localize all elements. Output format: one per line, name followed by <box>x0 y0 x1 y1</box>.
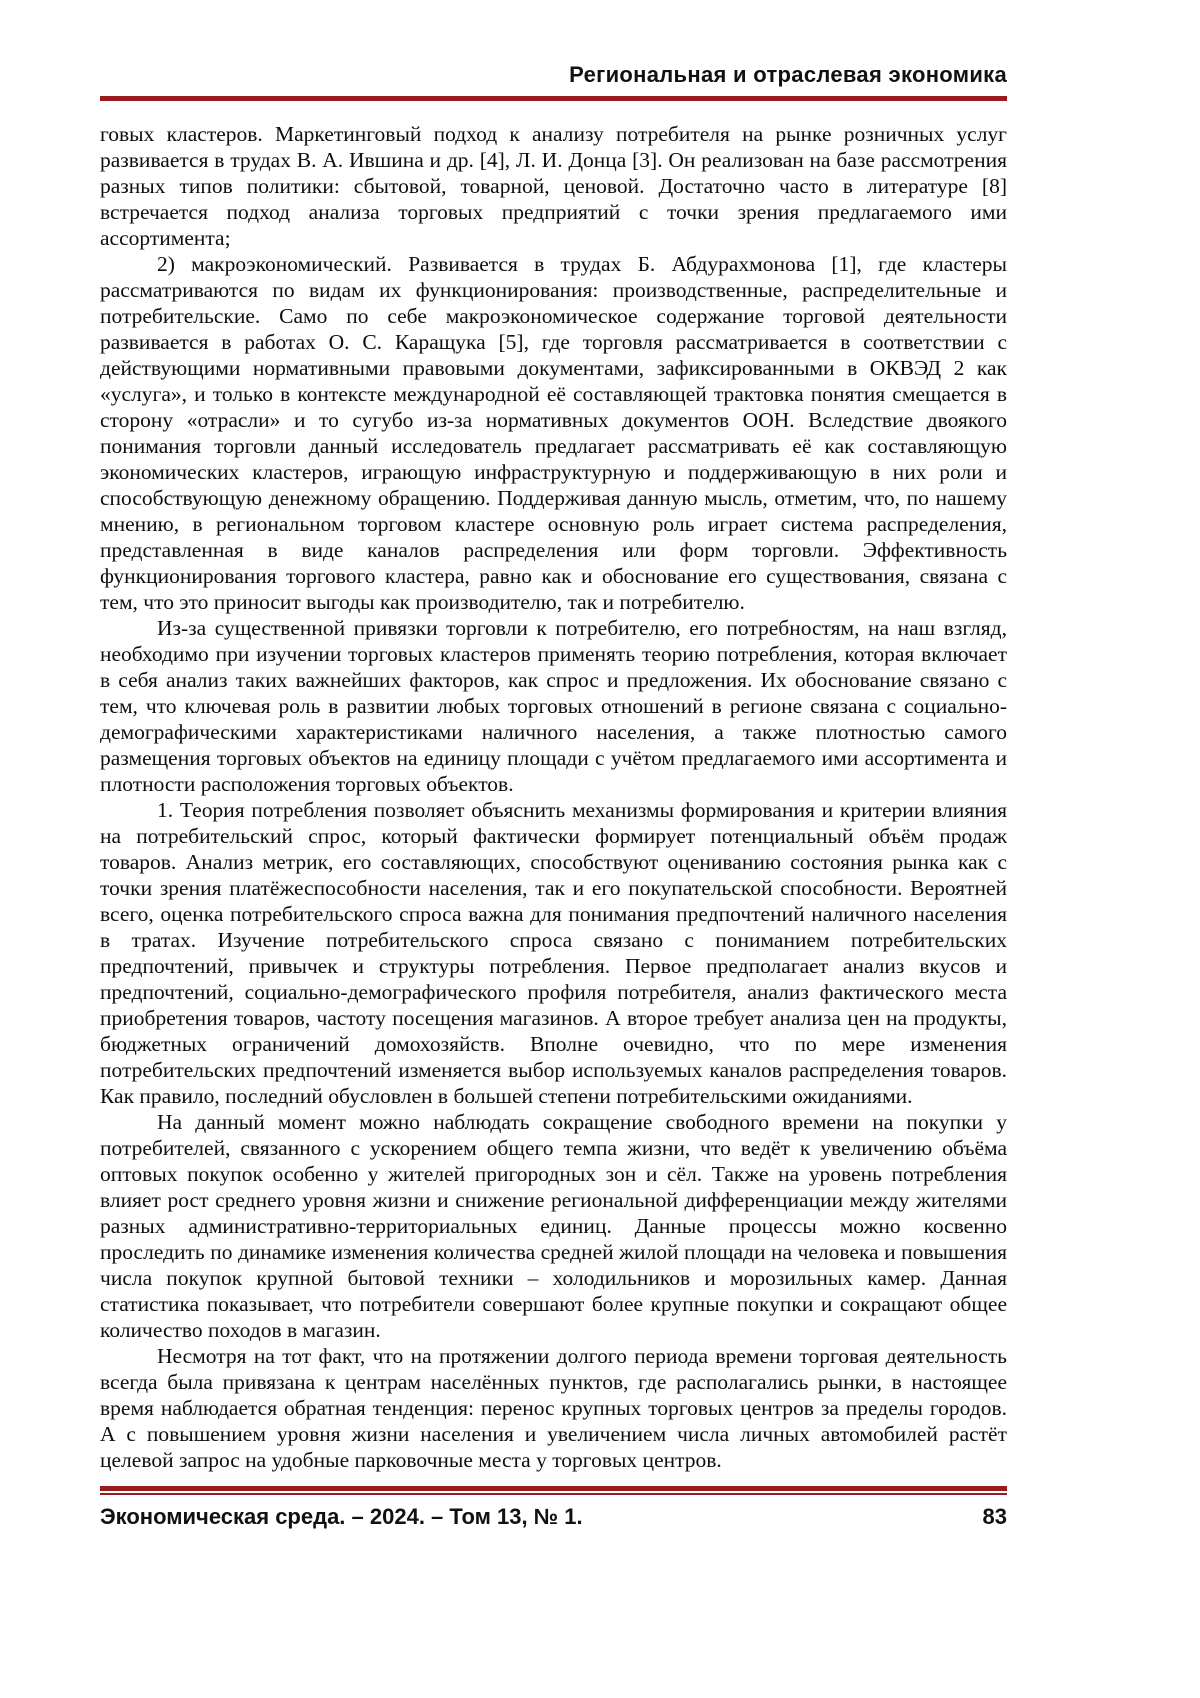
journal-citation: Экономическая среда. – 2024. – Том 13, № 1. <box>100 1503 583 1529</box>
paragraph: Несмотря на тот факт, что на протяжении долгого периода времени торговая деятельность всегда была привязана к центрам населённых пунктов, где располагались рынки, в настоящее время наблюдается обратная тенденция: перенос крупных торговых центров за пределы городов. А с повышением уровня жизни населения и увеличением числа личных автомобилей растёт целевой запрос на удобные парковочные места у торговых центров. <box>100 1344 1007 1472</box>
paragraph: На данный момент можно наблюдать сокращение свободного времени на покупки у потребителей, связанного с ускорением общего темпа жизни, что ведёт к увеличению объёма оптовых покупок особенно у жителей пригородных зон и сёл. Также на уровень потребления влияет рост среднего уровня жизни и снижение региональной дифференциации между жителями разных административно-территориальных единиц. Данные процессы можно косвенно проследить по динамике изменения количества средней жилой площади на человека и повышения числа покупок крупной бытовой техники – холодильников и морозильных камер. Данная статистика показывает, что потребители совершают более крупные покупки и сокращают общее количество походов в магазин. <box>100 1110 1007 1342</box>
body-text <box>100 121 1007 1473</box>
paragraph: 1. Теория потребления позволяет объяснить механизмы формирования и критерии влияния на потребительский спрос, который фактически формирует потенциальный объём продаж товаров. Анализ метрик, его составляющих, способствуют оцениванию состояния рынка как с точки зрения платёжеспособности населения, так и его покупательской способности. Вероятней всего, оценка потребительского спроса важна для понимания предпочтений наличного населения в тратах. Изучение потребительского спроса связано с пониманием потребительских предпочтений, привычек и структуры потребления. Первое предполагает анализ вкусов и предпочтений, социально-демографического профиля потребителя, анализ фактического места приобретения товаров, частоту посещения магазинов. А второе требует анализа цен на продукты, бюджетных ограничений домохозяйств. Вполне очевидно, что по мере изменения потребительских предпочтений изменяется выбор используемых каналов распределения товаров. Как правило, последний обусловлен в большей степени потребительскими ожиданиями. <box>100 798 1007 1108</box>
page-footer <box>100 1486 1007 1530</box>
footer-rule-thick <box>100 1486 1007 1491</box>
paragraph: говых кластеров. Маркетинговый подход к анализу потребителя на рынке розничных услуг развивается в трудах В. А. Ившина и др. [4], Л. И. Донца [3]. Он реализован на базе рассмотрения разных типов политики: сбытовой, товарной, ценовой. Достаточно часто в литературе [8] встречается подход анализа торговых предприятий с точки зрения предлагаемого ими ассортимента; <box>100 122 1007 250</box>
running-head-title: Региональная и отраслевая экономика <box>569 62 1007 87</box>
page-number: 83 <box>982 1503 1007 1529</box>
footer-rule-thin <box>100 1493 1007 1495</box>
page-content <box>100 62 1007 1473</box>
paragraph: 2) макроэкономический. Развивается в трудах Б. Абдурахмонова [1], где кластеры рассматриваются по видам их функционирования: производственные, распределительные и потребительские. Само по себе макроэкономическое содержание торговой деятельности развивается в работах О. С. Каращука [5], где торговля рассматривается в соответствии с действующими нормативными правовыми документами, зафиксированными в ОКВЭД 2 как «услуга», и только в контексте международной её составляющей трактовка понятия смещается в сторону «отрасли» и то сугубо из-за нормативных документов ООН. Вследствие двоякого понимания торговли данный исследователь предлагает рассматривать её как составляющую экономических кластеров, играющую инфраструктурную и поддерживающую в них роли и способствующую денежному обращению. Поддерживая данную мысль, отметим, что, по нашему мнению, в региональном торговом кластере основную роль играет система распределения, представленная в виде каналов распределения или форм торговли. Эффективность функционирования торгового кластера, равно как и обоснование его существования, связана с тем, что это приносит выгоды как производителю, так и потребителю. <box>100 252 1007 614</box>
paragraph: Из-за существенной привязки торговли к потребителю, его потребностям, на наш взгляд, необходимо при изучении торговых кластеров применять теорию потребления, которая включает в себя анализ таких важнейших факторов, как спрос и предложения. Их обоснование связано с тем, что ключевая роль в развитии любых торговых отношений в регионе связана с социально-демографическими характеристиками наличного населения, а также плотностью самого размещения торговых объектов на единицу площади с учётом предлагаемого ими ассортимента и плотности расположения торговых объектов. <box>100 616 1007 796</box>
header-rule <box>100 96 1007 101</box>
